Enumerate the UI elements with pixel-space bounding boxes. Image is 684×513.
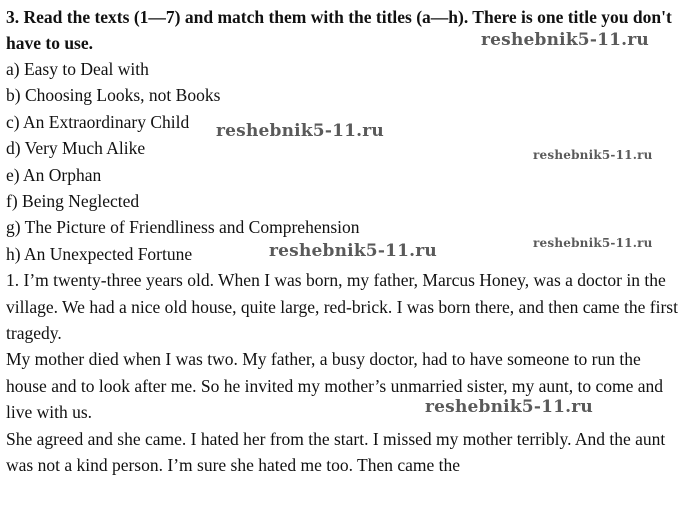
- title-e: e) An Orphan: [6, 164, 102, 185]
- title-f: f) Being Neglected: [6, 191, 140, 212]
- title-d: d) Very Much Alike: [6, 138, 146, 159]
- text-1-body: [6, 267, 678, 478]
- title-h: h) An Unexpected Fortune: [6, 243, 193, 264]
- watermark: reshebnik5-11.ru: [425, 397, 593, 417]
- watermark: reshebnik5-11.ru: [533, 236, 653, 250]
- watermark: reshebnik5-11.ru: [481, 30, 649, 50]
- watermark: reshebnik5-11.ru: [533, 148, 653, 162]
- text-paragraph: 1. I’m twenty-three years old. When I was born, my father, Marcus Honey, was a doctor in the village. We had a nice old house, quite large, red-brick. I was born there, and then came the first tragedy.: [6, 270, 678, 344]
- text-paragraph: She agreed and she came. I hated her from the start. I missed my mother terribly. And the aunt was not a kind person. I’m sure she hated me too. Then came the: [6, 428, 666, 476]
- task-heading: 3. Read the texts (1—7) and match them with the titles (a—h). There is one title you don't have to use.: [6, 7, 672, 53]
- title-a: a) Easy to Deal with: [6, 59, 149, 79]
- watermark: reshebnik5-11.ru: [216, 121, 384, 141]
- watermark: reshebnik5-11.ru: [269, 241, 437, 261]
- text-paragraph: My mother died when I was two. My father, a busy doctor, had to have someone to run the house and to look after me. So he invited my mother’s unmarried sister, my aunt, to come and live with us.: [6, 349, 664, 423]
- title-c: c) An Extraordinary Child: [6, 111, 190, 132]
- title-g: g) The Picture of Friendliness and Comprehension: [6, 217, 360, 238]
- title-b: b) Choosing Looks, not Books: [6, 85, 221, 106]
